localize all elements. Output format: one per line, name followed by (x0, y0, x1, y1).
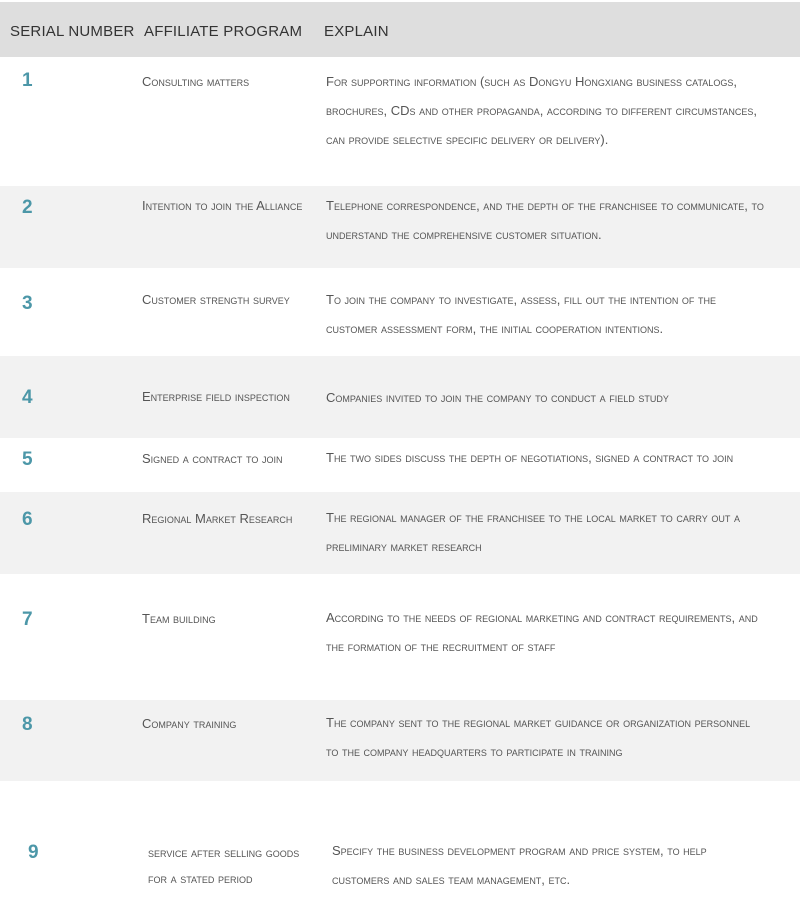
table-row (0, 57, 800, 186)
table-row (0, 268, 800, 356)
row-explain: Telephone correspondence, and the depth of the franchisee to communicate, to understand the comprehensive customer situation. (326, 198, 764, 242)
row-program: Signed a contract to join (142, 451, 283, 466)
row-program: service after selling goods for a stated period (148, 845, 300, 886)
row-serial-number: 7 (22, 609, 33, 630)
table-row (0, 700, 800, 781)
row-serial-number: 9 (28, 842, 39, 863)
row-explain: To join the company to investigate, assess, fill out the intention of the customer assessment form, the initial cooperation intentions. (326, 292, 717, 336)
row-explain: Companies invited to join the company to conduct a field study (326, 390, 669, 405)
row-serial-number: 4 (22, 387, 33, 408)
table-row (0, 781, 800, 922)
table-header (0, 2, 800, 57)
row-program: Enterprise field inspection (142, 389, 290, 404)
row-explain: According to the needs of regional marketing and contract requirements, and the formation of the recruitment of staff (326, 610, 758, 654)
header-serial-number: SERIAL NUMBER (10, 23, 135, 40)
row-serial-number: 8 (22, 714, 33, 735)
table-row (0, 186, 800, 268)
table-row (0, 574, 800, 700)
row-serial-number: 2 (22, 197, 33, 218)
row-serial-number: 1 (22, 70, 33, 91)
row-program: Company training (142, 716, 237, 731)
table-row (0, 492, 800, 574)
row-program: Regional Market Research (142, 511, 293, 526)
row-serial-number: 3 (22, 293, 33, 314)
row-explain: For supporting information (such as Dongyu Hongxiang business catalogs, brochures, CDs and other propaganda, according to different circumstances, can provide selective specific delivery or delivery). (326, 74, 758, 147)
row-serial-number: 6 (22, 509, 33, 530)
header-affiliate-program: AFFILIATE PROGRAM (144, 23, 303, 40)
row-program: Team building (142, 611, 216, 626)
row-explain: The company sent to the regional market guidance or organization personnel to the company headquarters to participate in training (326, 715, 751, 759)
header-explain: EXPLAIN (324, 23, 389, 40)
row-program: Consulting matters (142, 74, 250, 89)
row-program: Intention to join the Alliance (142, 198, 303, 213)
row-explain: The regional manager of the franchisee to the local market to carry out a preliminary market research (326, 510, 740, 554)
table-row (0, 356, 800, 438)
row-explain: The two sides discuss the depth of negotiations, signed a contract to join (326, 450, 734, 465)
row-program: Customer strength survey (142, 292, 290, 307)
table-row (0, 438, 800, 492)
row-serial-number: 5 (22, 449, 33, 470)
row-explain: Specify the business development program and price system, to help customers and sales team management, etc. (332, 843, 707, 887)
